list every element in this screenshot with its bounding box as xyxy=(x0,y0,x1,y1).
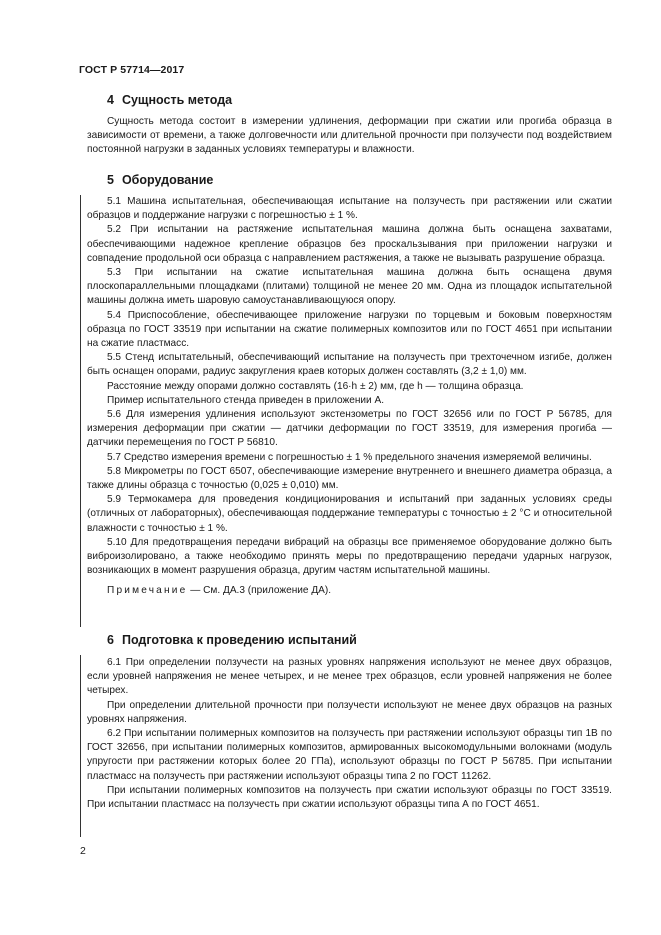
paragraph-6-1: 6.1 При определении ползучести на разных уровнях напряжения используют не менее двух образцов, если уровней напряжения не менее четырех, и не менее трех образцов, если уровней напряжения не более четырех. xyxy=(87,657,612,697)
paragraph: Сущность метода состоит в измерении удлинения, деформации при сжатии или прогиба образца в зависимости от времени, а также долговечности или длительной прочности при ползучести под воздействием постоянной нагрузки в заданных условиях температуры и влажности. xyxy=(87,116,612,156)
paragraph-6-1-strength: При определении длительной прочности при ползучести используют не менее двух образцов на разных уровнях напряжения. xyxy=(87,699,612,725)
section-4-heading: Сущность метода xyxy=(121,93,233,107)
note-label: Примечание xyxy=(107,585,188,597)
paragraph-5-5-distance: Расстояние между опорами должно составлять (16·h ± 2) мм, где h — толщина образца. xyxy=(107,380,524,392)
paragraph-5-6: 5.6 Для измерения удлинения используют экстензометры по ГОСТ 32656 или по ГОСТ Р 56785, для измерения деформации при сжатии — датчики деформации по ГОСТ 33519, для измерения прогиба — датчики перемещения по ГОСТ Р 56810. xyxy=(87,409,612,449)
section-4-body xyxy=(87,115,612,158)
paragraph-5-5-example: Пример испытательного стенда приведен в приложении А. xyxy=(107,394,385,406)
paragraph-5-8: 5.8 Микрометры по ГОСТ 6507, обеспечивающие измерение внутреннего и внешнего диаметра образца, а также длины образца с точностью (0,025 ± 0,010) мм. xyxy=(87,465,612,492)
change-bar-section-5 xyxy=(80,195,81,627)
section-5-body xyxy=(87,195,612,599)
paragraph-6-2-compression: При испытании полимерных композитов на ползучесть при сжатии используют образцы по ГОСТ 33519. При испытании пластмасс на ползучесть при сжатии используют образцы типа А по ГОСТ 4651. xyxy=(87,784,612,811)
note xyxy=(87,584,612,598)
paragraph-5-7: 5.7 Средство измерения времени с погрешностью ± 1 % предельного значения измеряемой величины. xyxy=(107,451,592,463)
document-header: ГОСТ Р 57714—2017 xyxy=(79,64,185,76)
paragraph-5-5: 5.5 Стенд испытательный, обеспечивающий испытание на ползучесть при трехточечном изгибе, должен быть оснащен опорами, радиус закругления краев которых должен составлять (3,2 ± 1,0) мм. xyxy=(87,352,612,378)
paragraph-5-1: 5.1 Машина испытательная, обеспечивающая испытание на ползучесть при растяжении или сжатии образцов и поддержание нагрузки с погрешностью ± 1 %. xyxy=(87,196,612,222)
section-6-title xyxy=(107,633,357,647)
section-6-heading: Подготовка к проведению испытаний xyxy=(121,633,357,647)
paragraph-5-2: 5.2 При испытании на растяжение испытательная машина должна быть оснащена захватами, обеспечивающими надежное крепление образцов без проскальзывания при приложении нагрузки и совпадение продольной оси образца с направлением растяжения, а также не вызывать разрушение образца. xyxy=(87,224,612,264)
section-4-title xyxy=(107,93,232,107)
section-5-heading: Оборудование xyxy=(121,173,214,187)
paragraph-5-4: 5.4 Приспособление, обеспечивающее приложение нагрузки по торцевым и боковым поверхностям образца по ГОСТ 33519 при испытании на сжатие полимерных композитов или по ГОСТ 4651 при испытании на сжатие пластмасс. xyxy=(87,309,612,350)
page-number: 2 xyxy=(80,845,86,857)
section-6-number: 6 xyxy=(107,633,114,647)
section-5-title xyxy=(107,173,213,187)
section-6-body xyxy=(87,656,612,812)
change-bar-section-6 xyxy=(80,655,81,837)
paragraph-5-9: 5.9 Термокамера для проведения кондиционирования и испытаний при заданных условиях среды (отличных от лабораторных), обеспечивающая поддержание температуры с точностью ± 2 °С и относительной влажности с точностью ± 1 %. xyxy=(87,494,612,534)
paragraph-6-2: 6.2 При испытании полимерных композитов на ползучесть при растяжении используют образцы тип 1В по ГОСТ 32656, при испытании полимерных композитов, армированных высокомодульными волокнами (модуль упругости при растяжении которых более 20 ГПа), используют образцы по ГОСТ Р 56785. При испытании пластмасс на ползучесть при растяжении используют образцы типа 2 по ГОСТ 11262. xyxy=(87,728,612,782)
note-text: — См. ДА.3 (приложение ДА). xyxy=(187,585,332,597)
section-5-number: 5 xyxy=(107,173,114,187)
section-4-number: 4 xyxy=(107,93,114,107)
paragraph-5-10: 5.10 Для предотвращения передачи вибраций на образцы все применяемое оборудование должно быть виброизолировано, а также необходимо принять меры по предотвращению передачи ударных нагрузок, возникающих в момент разрушения образца, другим частям испытательной машины. xyxy=(87,536,612,577)
paragraph-5-3: 5.3 При испытании на сжатие испытательная машина должна быть оснащена двумя плоскопараллельными площадками (плитами) толщиной не менее 20 мм. Одна из площадок испытательной машины должна иметь шаровую самоустанавливающуюся опору. xyxy=(87,267,612,307)
